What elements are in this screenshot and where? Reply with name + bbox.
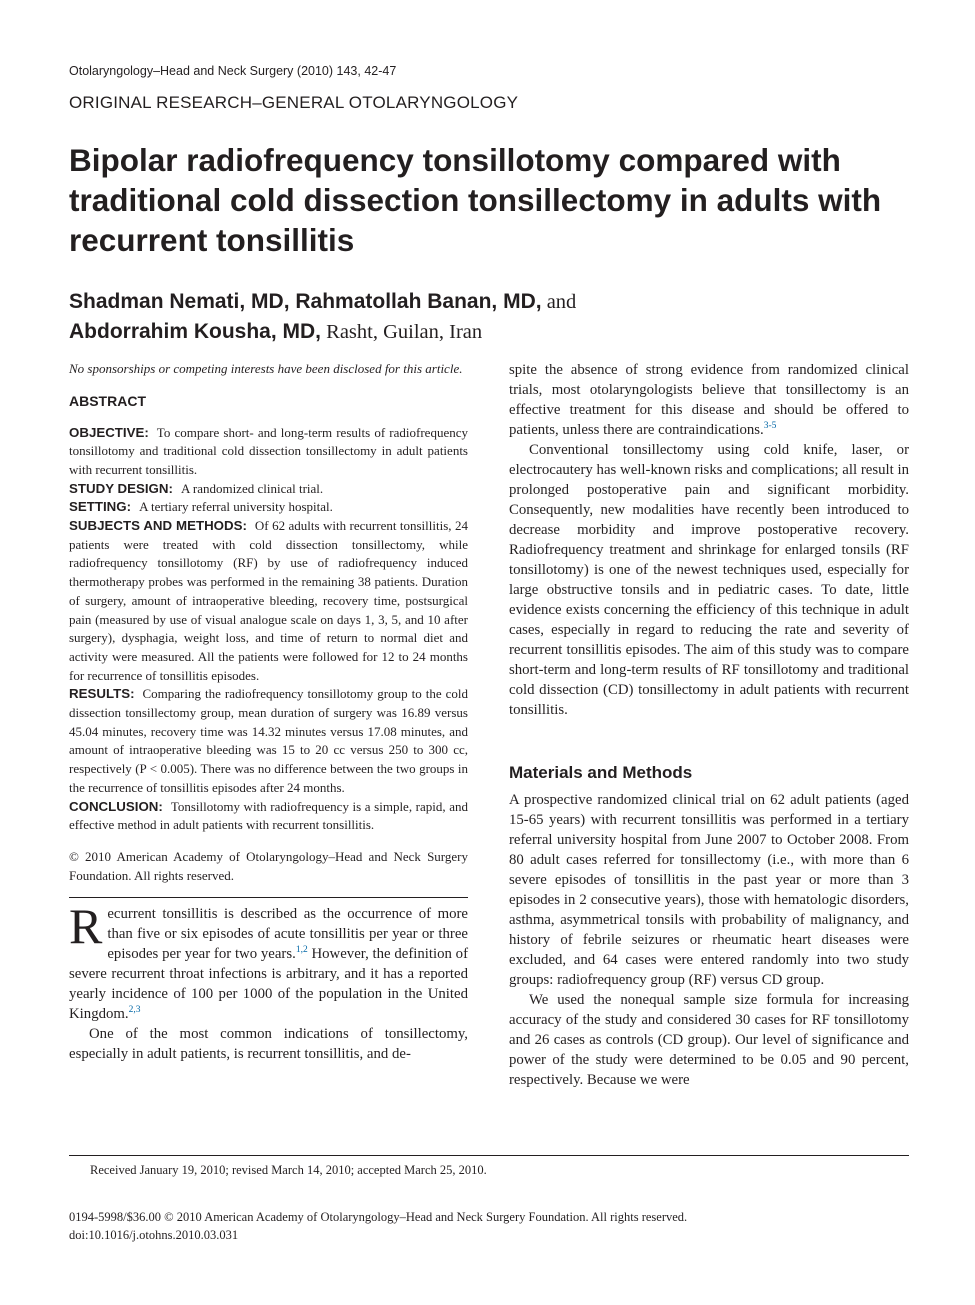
footer-divider (69, 1155, 909, 1156)
abstract-label: CONCLUSION: (69, 798, 163, 814)
abstract-label: RESULTS: (69, 686, 135, 702)
intro-text: spite the absence of strong evidence from randomized clinical trials, most otolaryngologists believe that tonsillectomy is an effective treatment for this disease and should be offered to patients, unless there are contraindications. (509, 362, 909, 438)
abstract-text: A randomized clinical trial. (180, 480, 324, 496)
abstract-text: Of 62 adults with recurrent tonsillitis, 24 patients were treated with cold dissection tonsillectomy, while radiofrequency tonsillotomy (RF) by use of radiofrequency induced thermotherapy probes was performed in the remaining 38 patients. Duration of surgery, amount of intraoperative bleeding, recovery time, postsurgical pain (measured by use of visual analogue scale on days 1, 3, 5, and 10 after surgery), dysphagia, weight loss, and time of return to normal diet and activity were measured. All the patients were followed for 12 to 24 months for recurrence of tonsillitis episodes. (69, 518, 468, 683)
author-names-line2: Abdorrahim Kousha, MD, (69, 320, 322, 343)
abstract-label: OBJECTIVE: (69, 424, 149, 440)
drop-cap: R (69, 897, 103, 954)
methods-heading: Materials and Methods (509, 763, 693, 782)
abstract-methods (69, 517, 468, 685)
methods-paragraph-2: We used the nonequal sample size formula for increasing accuracy of the study and considered 30 cases for RF tonsillotomy and 26 cases as controls (CD group). Our level of significance and power of the study were determined to be 0.05 and 90 percent, respectively. Because we were (509, 992, 909, 1088)
intro-divider (69, 897, 468, 898)
intro-paragraph-2-continued (509, 360, 909, 440)
reference-link[interactable]: 2,3 (128, 1005, 141, 1016)
abstract-text: Tonsillotomy with radiofrequency is a simple, rapid, and effective method in adult patients with recurrent tonsillitis. (69, 798, 468, 833)
abstract-text: Comparing the radiofrequency tonsillotomy group to the cold dissection tonsillectomy group, mean duration of surgery was 16.89 versus 45.04 minutes, recovery time was 14.32 minutes versus 17.08 minutes, and amount of intraoperative bleeding was 15 to 20 cc versus 250 to 300 cc, respectively (P < 0.005). There was no difference between the two groups in the recurrence of tonsillitis episodes after 24 months. (69, 686, 468, 795)
abstract-label: STUDY DESIGN: (69, 480, 173, 496)
author-names-line1: Shadman Nemati, MD, Rahmatollah Banan, MD, (69, 290, 542, 313)
abstract-study-design (69, 480, 468, 499)
abstract-copyright: © 2010 American Academy of Otolaryngology–Head and Neck Surgery Foundation. All rights reserved. (69, 848, 468, 883)
article-title: Bipolar radiofrequency tonsillotomy compared with traditional cold dissection tonsillectomy in adults with recurrent tonsillitis (69, 142, 882, 258)
intro-text: However, the definition of severe recurrent throat infections is arbitrary, and it has a reported yearly incidence of 100 per 1000 of the population in the United Kingdom. (69, 945, 468, 1022)
abstract-heading: ABSTRACT (69, 392, 146, 409)
abstract-text: A tertiary referral university hospital. (139, 499, 333, 515)
right-column (509, 360, 909, 1090)
abstract-setting (69, 498, 468, 517)
abstract-conclusion (69, 798, 468, 835)
abstract-text: To compare short- and long-term results of radiofrequency tonsillotomy and traditional cold dissection tonsillectomy in adult patients with recurrent tonsillitis. (69, 424, 468, 477)
reference-link[interactable]: 3-5 (763, 421, 777, 432)
abstract-label: SUBJECTS AND METHODS: (69, 518, 247, 534)
intro-paragraph-1 (69, 897, 468, 1024)
journal-citation: Otolaryngology–Head and Neck Surgery (2010) 143, 42-47 (69, 64, 397, 78)
author-affiliation: Rasht, Guilan, Iran (321, 321, 483, 343)
intro-text: ecurrent tonsillitis is described as the occurrence of more than five or six episodes of acute tonsillitis per year or three episodes per year for two years. (107, 905, 468, 962)
doi: doi:10.1016/j.otohns.2010.03.031 (69, 1228, 239, 1242)
received-dates: Received January 19, 2010; revised March 14, 2010; accepted March 25, 2010. (90, 1163, 487, 1177)
abstract-objective (69, 424, 468, 480)
intro-text: One of the most common indications of tonsillectomy, especially in adult patients, is recurrent tonsillitis, and de- (69, 1025, 468, 1062)
right-flow (509, 360, 909, 440)
reference-link[interactable]: 1,2 (295, 945, 308, 956)
abstract-results (69, 685, 468, 797)
left-column (69, 360, 468, 1064)
disclosure-note: No sponsorships or competing interests have been disclosed for this article. (69, 361, 463, 376)
methods-paragraph-1: A prospective randomized clinical trial on 62 adult patients (aged 15-65 years) with recurrent tonsillitis was performed in a tertiary referral university hospital from June 2007 to October 2008. From 80 adult cases referred for tonsillectomy (i.e., with more than 6 severe episodes of tonsillitis in the past year or more than 3 episodes in 2 consecutive years), those with hematologic disorders, asthma, asymmetrical tonsils with probability of malignancy, and history of febrile seizures or rheumatic heart diseases were excluded, and 64 cases were entered randomly into two study groups: radiofrequency group (RF) versus CD group. (509, 792, 909, 988)
issn-copyright: 0194-5998/$36.00 © 2010 American Academy of Otolaryngology–Head and Neck Surgery Foundation. All rights reserved. (69, 1210, 688, 1224)
abstract-body (69, 424, 468, 835)
abstract-label: SETTING: (69, 499, 132, 515)
intro-paragraph-2 (69, 1024, 468, 1064)
section-label: ORIGINAL RESEARCH–GENERAL OTOLARYNGOLOGY (69, 93, 519, 112)
author-and: and (541, 291, 577, 313)
intro-paragraph-3: Conventional tonsillectomy using cold knife, laser, or electrocautery has well-known risks and complications; all result in prolonged postoperative pain and significant morbidity. Consequently, new modalities have recently been introduced to decrease morbidity and improve postoperative recovery. Radiofrequency treatment and shrinkage for enlarged tonsils (RF tonsillotomy) is one of the newest techniques used, especially for large obstructive tonsils and in pediatric cases. To date, little evidence exists concerning the efficiency of this technique in adult cases, especially in regard to reducing the rate and severity of recurrent tonsillitis episodes. The aim of this study was to compare short-term and long-term results of RF tonsillotomy and traditional cold dissection (CD) tonsillectomy in adult patients with recurrent tonsillitis. (509, 442, 909, 718)
author-block (69, 287, 919, 347)
